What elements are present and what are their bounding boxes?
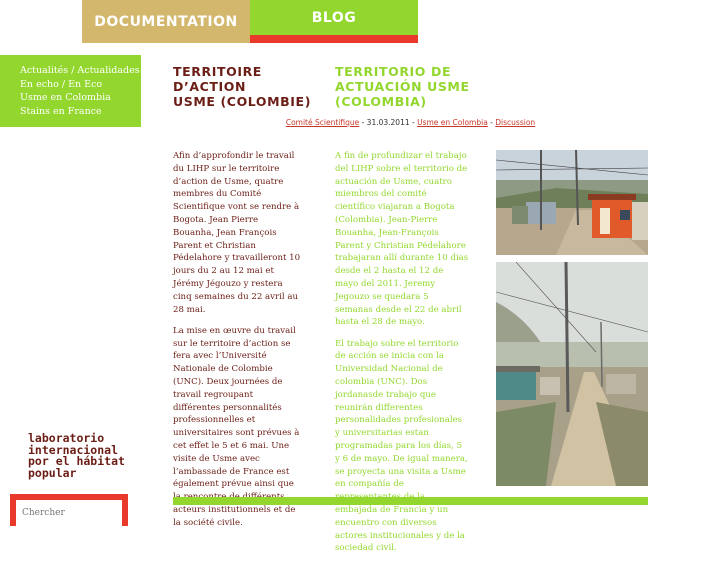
title-fr-line: USME (COLOMBIE) xyxy=(173,94,312,109)
footer-divider xyxy=(173,497,648,505)
discussion-link[interactable]: Discussion xyxy=(495,118,536,127)
post-meta xyxy=(173,118,648,127)
logo-line: internacional xyxy=(28,442,119,457)
sidebar-item-actualites[interactable]: Actualités / Actualidades xyxy=(20,65,140,76)
title-fr-line: TERRITOIRE xyxy=(173,64,262,79)
logo-line: popular xyxy=(28,465,77,480)
title-fr-line: D’ACTION xyxy=(173,79,247,94)
post-date: - 31.03.2011 - xyxy=(359,118,418,127)
tab-blog[interactable]: BLOG xyxy=(250,0,418,43)
paragraph: Afin d’approfondir le travail du LIHP sur le territoire d’action de Usme, quatre membres du Comité Scientifique vont se rendre à Bogota. Jean Pierre Bouanha, Jean François Parent et Christian Pédelahore y travailleront 10 jours du 2 au 12 mai et Jérémy Jégouzo y restera cinq semaines du 22 avril au 28 mai. xyxy=(173,151,301,315)
meta-separator: - xyxy=(487,118,496,127)
sidebar-nav xyxy=(0,55,141,127)
sidebar-item-usme-en-colombia[interactable]: Usme en Colombia xyxy=(20,92,111,103)
category-link[interactable]: Usme en Colombia xyxy=(417,118,488,127)
post-title-french xyxy=(173,64,311,109)
title-es-line: ACTUACIÓN USME xyxy=(335,79,470,94)
title-es-line: TERRITORIO DE xyxy=(335,64,452,79)
sidebar-item-stains-en-france[interactable]: Stains en France xyxy=(20,105,102,117)
paragraph: El trabajo sobre el territorio de acción se inicia con la Universidad Nacional de colombia (UNC). Dos jordanasde trabajo que reunirán differentes personalidades profesionales y universitarias estan programadas para los días, 5 y 6 de mayo. De igual manera, se proyecta una visita a Usme en compañía de embajada de Francia y un encuentro con diversos actores institucionales y de la sociedad civil. xyxy=(335,338,468,554)
author-link[interactable]: Comité Scientifique xyxy=(285,118,360,127)
logo-line: por el hábitat xyxy=(28,454,125,468)
usme-street-photo-houses xyxy=(496,150,648,255)
usme-dirt-road-photo xyxy=(496,262,648,486)
logo-line: laboratorio xyxy=(28,431,105,445)
paragraph: La mise en œuvre du travail sur le territoire d’action se fera avec l’Université Nationale de Colombie (UNC). Deux journées de travail regroupant différentes personnalités professionnelles et universitaires sont prévues à cet effet le 5 et 6 mai. Une visite de Usme avec l’ambassade de France est également prévue ainsi que acteurs institutionnels et de la société civile. xyxy=(173,325,300,528)
lihp-logo[interactable] xyxy=(28,433,125,479)
tab-documentation[interactable]: DOCUMENTATION xyxy=(82,0,250,43)
paragraph: A fin de profundizar el trabajo del LIHP sobre el territorio de actuación de Usme, cuatro miembros del comité científico viajaran a Bogota (Colombia). Jean-Pierre Bouanha, Jean-François Parent y Christian Pédelahore trabajaran allí durante 10 dias desde el 2 hasta el 12 de mayo del 2011. Jeremy Jegouzo se quedara 5 semanas desde el 22 de abril hasta el 28 de mayo. xyxy=(335,151,469,328)
search-input[interactable] xyxy=(22,508,112,518)
french-text-column xyxy=(173,150,301,538)
post-title-spanish xyxy=(335,64,470,109)
title-es-line: (COLOMBIA) xyxy=(335,94,427,109)
sidebar-item-en-echo[interactable]: En echo / En Eco xyxy=(20,78,103,90)
search-box xyxy=(10,494,128,526)
